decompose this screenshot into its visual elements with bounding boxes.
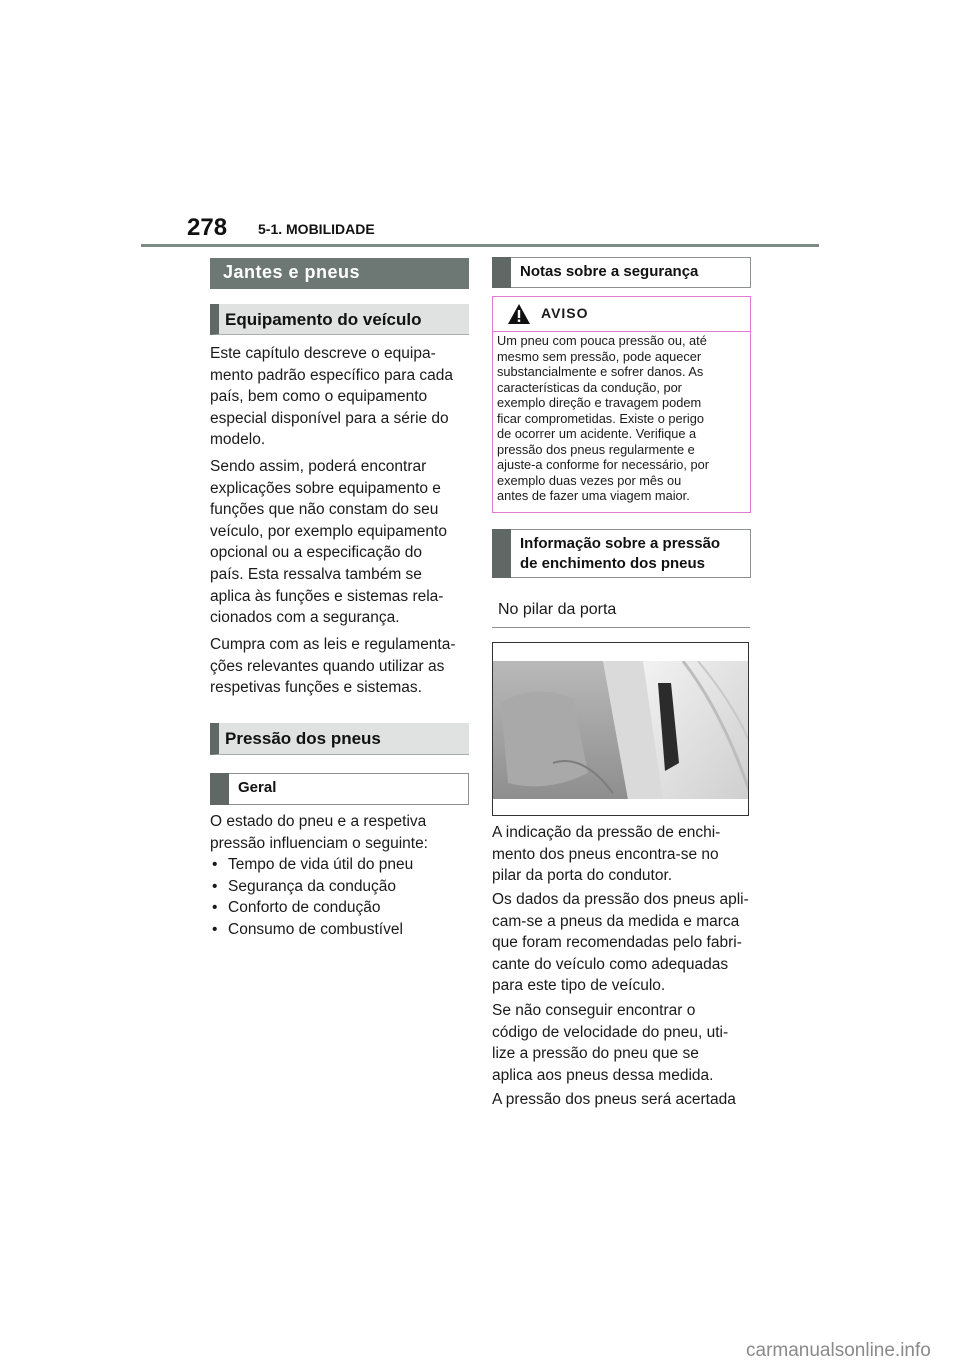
list-item: • Consumo de combustível [210, 919, 413, 941]
list-item: • Segurança da condução [210, 876, 413, 898]
heading-bar [492, 257, 511, 288]
warning-triangle-icon [507, 303, 531, 325]
tertiary-heading-label: Geral [238, 779, 277, 796]
paragraph-intro: Este capítulo descreve o equipa- mento padrão específico para cada país, bem como o equipamento especial disponível para a série do modelo. [210, 345, 453, 449]
list-item: • Conforto de condução [210, 897, 413, 919]
warning-title: AVISO [541, 305, 589, 321]
paragraph-speed-code: Se não conseguir encontrar o código de velocidade do pneu, uti- lize a pressão do pneu que se aplica aos pneus dessa medida. [492, 1002, 729, 1084]
sub-heading-equipment: Equipamento do veículo [210, 304, 469, 335]
heading-inflation-info [492, 529, 751, 578]
paragraph-indicator-location: A indicação da pressão de enchi- mento dos pneus encontra-se no pilar da porta do condutor. [492, 824, 721, 885]
heading-safety-notes [492, 257, 751, 288]
heading-safety-label: Notas sobre a segurança [520, 263, 699, 280]
bullet-list [210, 854, 413, 940]
figure-caption: No pilar da porta [492, 596, 750, 628]
section-label: 5-1. MOBILIDADE [258, 221, 375, 237]
heading-bar [492, 529, 511, 578]
watermark: carmanualsonline.info [746, 1340, 931, 1361]
heading-bar [210, 773, 229, 805]
warning-body: Um pneu com pouca pressão ou, até mesmo sem pressão, pode aquecer substancialmente e sofrer danos. As características da condução, por exemplo direção e travagem podem ficar comprometidas. Existe o perigo de ocorrer um acidente. Verifique a pressão dos pneus regularmente e ajuste-a conforme for necessário, por exemplo duas vezes por mês ou antes de fazer uma viagem maior. [497, 333, 709, 503]
list-item: • Tempo de vida útil do pneu [210, 854, 413, 876]
header-rule [141, 244, 819, 247]
page-number: 278 [187, 214, 228, 241]
door-pillar-image [492, 642, 749, 816]
warning-title-row [493, 297, 750, 332]
paragraph-tire-state: O estado do pneu e a respetiva pressão influenciam o seguinte: [210, 813, 428, 852]
tertiary-heading-general [210, 773, 469, 805]
paragraph-laws: Cumpra com as leis e regulamenta- ções relevantes quando utilizar as respetivas funções e sistemas. [210, 636, 456, 697]
door-pillar-illustration [493, 643, 749, 816]
warning-box [492, 296, 751, 513]
heading-inflation-label: Informação sobre a pressão de enchimento dos pneus [520, 535, 721, 572]
sub-heading-tire-pressure: Pressão dos pneus [210, 723, 469, 755]
main-heading: Jantes e pneus [210, 258, 469, 289]
paragraph-pressure-adjust: A pressão dos pneus será acertada [492, 1091, 736, 1108]
paragraph-pressure-data: Os dados da pressão dos pneus apli- cam-se a pneus da medida e marca que foram recomendadas pelo fabri- cante do veículo como adequadas para este tipo de veículo. [492, 891, 749, 995]
paragraph-explanations: Sendo assim, poderá encontrar explicações sobre equipamento e funções que não constam do seu veículo, por exemplo equipamento opcional ou a especificação do país. Esta ressalva também se aplica às funções e sistemas rela- cionados com a segurança. [210, 458, 447, 627]
